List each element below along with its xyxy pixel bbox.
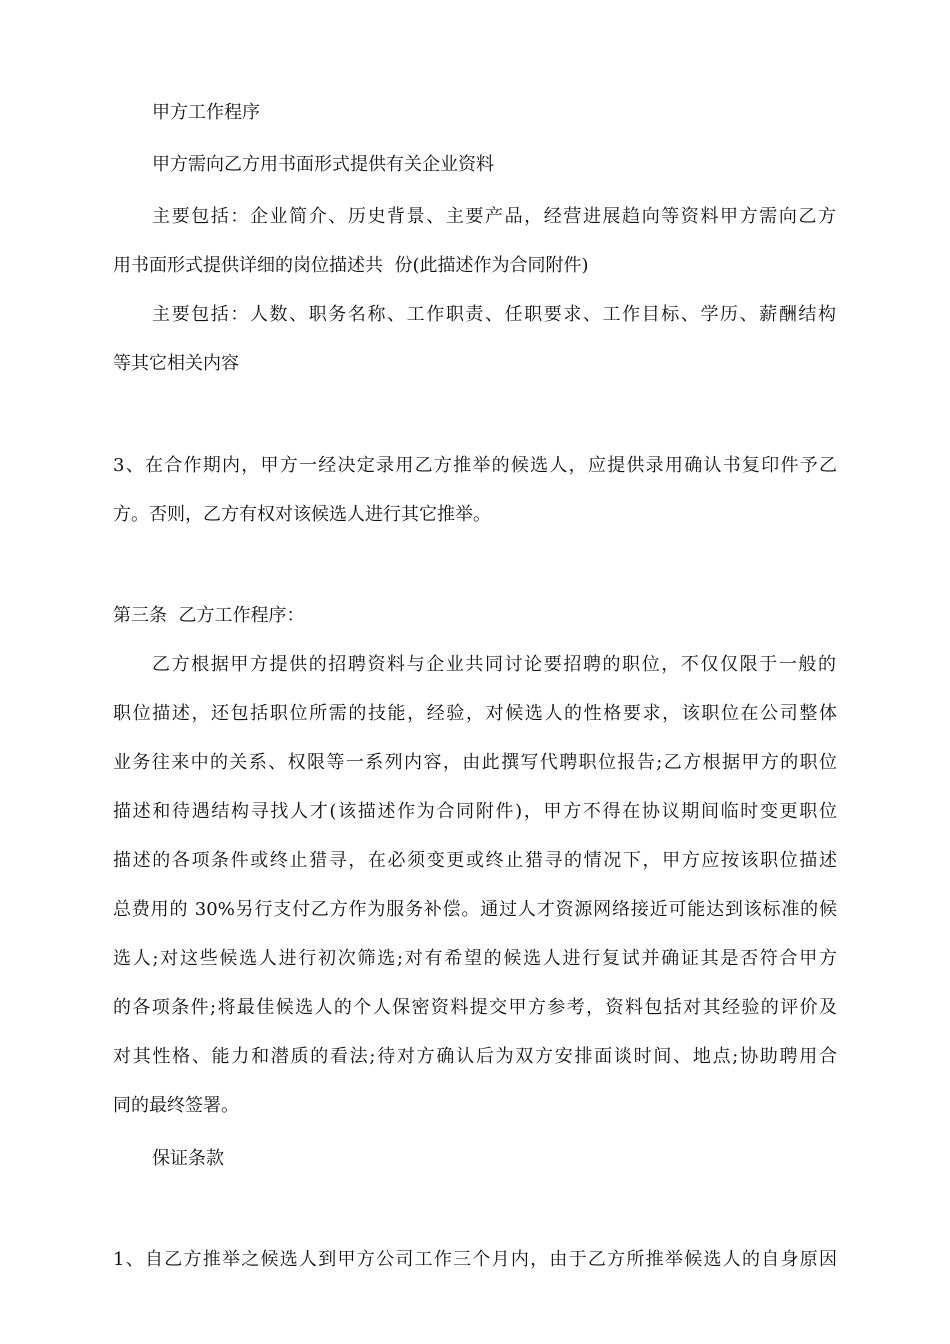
paragraph-line: 的各项条件;将最佳候选人的个人保密资料提交甲方参考，资料包括对其经验的评价及 <box>113 997 837 1018</box>
paragraph-line: 职位描述，还包括职位所需的技能，经验，对候选人的性格要求，该职位在公司整体 <box>113 703 837 724</box>
paragraph-line: 乙方根据甲方提供的招聘资料与企业共同讨论要招聘的职位，不仅仅限于一般的 <box>152 654 836 675</box>
paragraph-line: 用书面形式提供详细的岗位描述共 份(此描述作为合同附件) <box>113 255 589 276</box>
paragraph-line: 甲方需向乙方用书面形式提供有关企业资料 <box>152 154 494 175</box>
heading-guarantee-terms: 保证条款 <box>152 1148 224 1169</box>
paragraph-line: 等其它相关内容 <box>113 353 239 374</box>
paragraph-line: 对其性格、能力和潜质的看法;待对方确认后为双方安排面谈时间、地点;协助聘用合 <box>113 1046 837 1067</box>
paragraph-line: 同的最终签署。 <box>113 1095 239 1116</box>
paragraph-line: 3、在合作期内，甲方一经决定录用乙方推举的候选人，应提供录用确认书复印件予乙 <box>113 455 837 476</box>
heading-party-a-procedure: 甲方工作程序 <box>152 102 260 123</box>
paragraph-line: 总费用的 30%另行支付乙方作为服务补偿。通过人才资源网络接近可能达到该标准的候 <box>113 899 837 920</box>
heading-article-three: 第三条 乙方工作程序： <box>113 605 305 626</box>
paragraph-line: 描述的各项条件或终止猎寻，在必须变更或终止猎寻的情况下，甲方应按该职位描述 <box>113 850 837 871</box>
paragraph-line: 主要包括：企业简介、历史背景、主要产品，经营进展趋向等资料甲方需向乙方 <box>152 206 836 227</box>
paragraph-line: 业务往来中的关系、权限等一系列内容，由此撰写代聘职位报告;乙方根据甲方的职位 <box>113 752 837 773</box>
paragraph-line: 选人;对这些候选人进行初次筛选;对有希望的候选人进行复试并确证其是否符合甲方 <box>113 948 837 969</box>
paragraph-line: 主要包括：人数、职务名称、工作职责、任职要求、工作目标、学历、薪酬结构 <box>152 304 836 325</box>
paragraph-line: 1、自乙方推举之候选人到甲方公司工作三个月内，由于乙方所推举候选人的自身原因 <box>113 1249 837 1270</box>
paragraph-line: 方。否则，乙方有权对该候选人进行其它推举。 <box>113 504 491 525</box>
paragraph-line: 描述和待遇结构寻找人才(该描述作为合同附件)，甲方不得在协议期间临时变更职位 <box>113 801 837 822</box>
